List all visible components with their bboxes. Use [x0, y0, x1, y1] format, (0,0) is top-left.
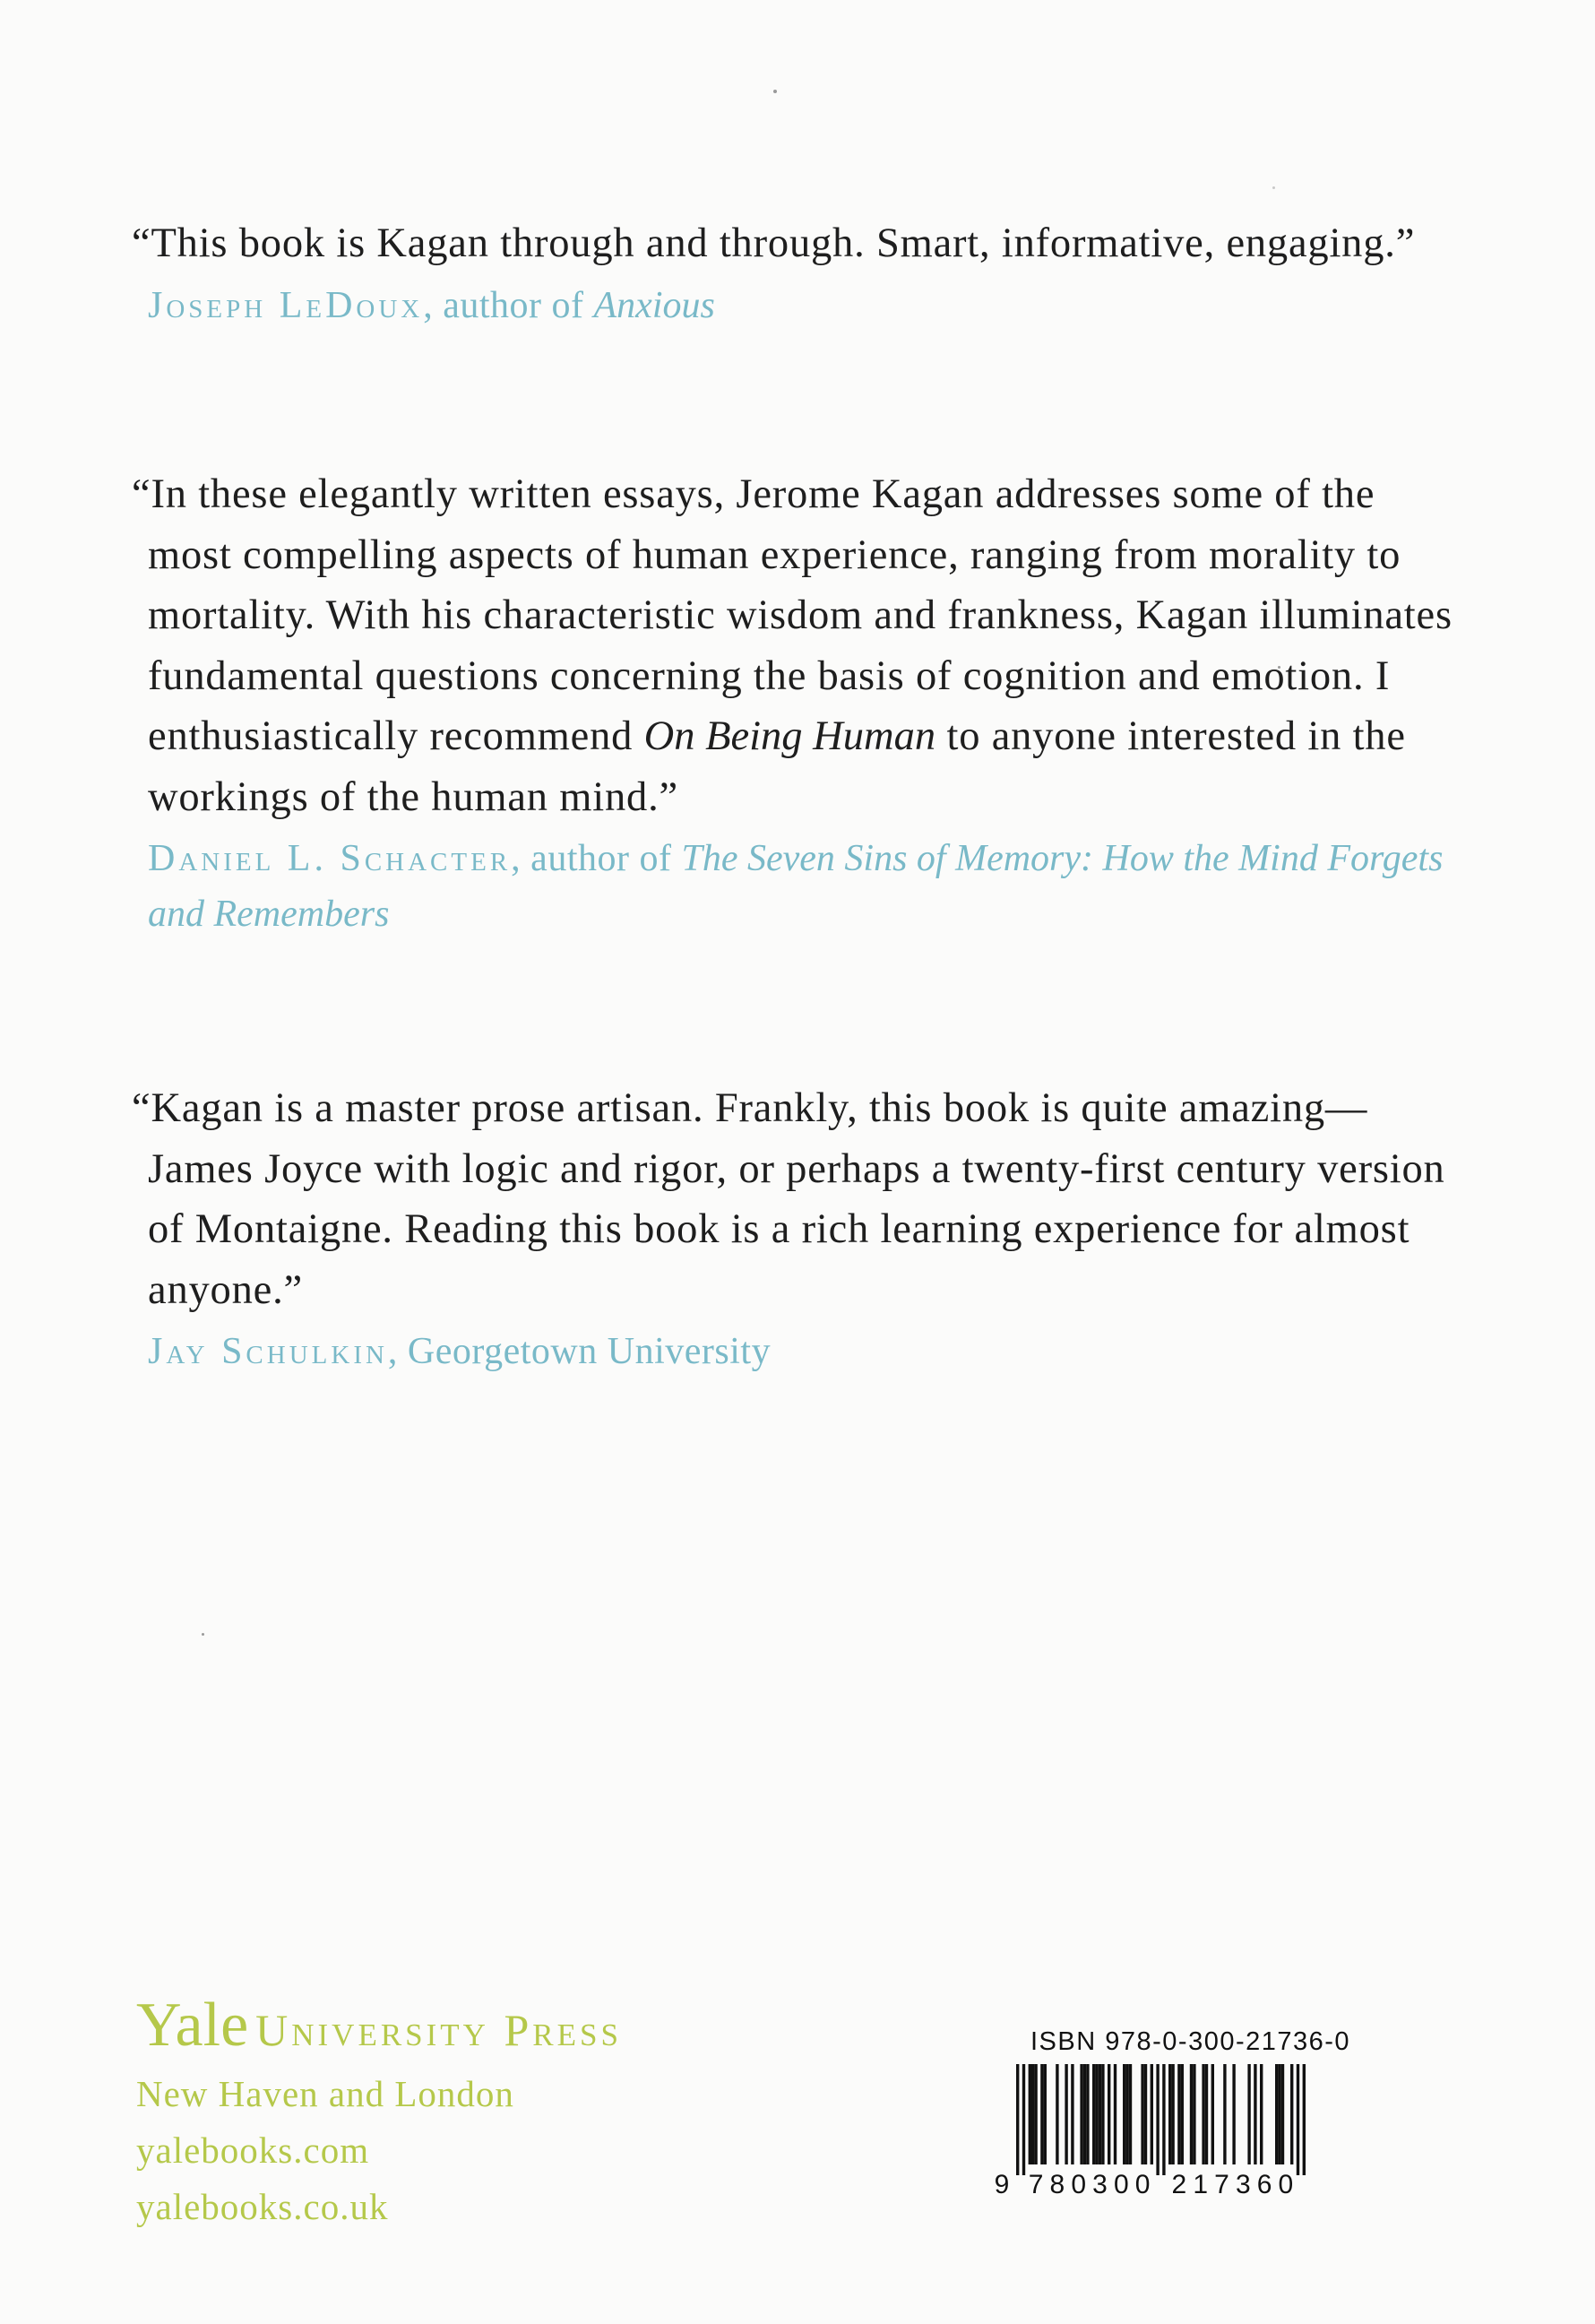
barcode-bar [1223, 2064, 1226, 2164]
barcode-bar [1099, 2064, 1101, 2164]
barcode-bar [1303, 2064, 1306, 2175]
barcode-bar [1247, 2064, 1250, 2164]
barcode-digit: 3 [1235, 2170, 1251, 2199]
publisher-name: Yale University Press [136, 1991, 622, 2060]
barcode-bar [1254, 2064, 1256, 2164]
barcode-bar [1202, 2064, 1204, 2164]
barcode-bar [1016, 2064, 1019, 2175]
attribution-role: , Georgetown University [387, 1331, 772, 1372]
barcode-bar [1168, 2064, 1171, 2164]
blurb-attribution [148, 278, 1456, 333]
barcode-bar [1171, 2064, 1174, 2164]
barcode-bar [1095, 2064, 1098, 2164]
barcode-bar [1290, 2064, 1293, 2164]
blurb-quote: “This book is Kagan through and through. Smart, informative, engaging.” [132, 220, 1416, 266]
barcode-digit: 7 [1028, 2170, 1044, 2199]
barcode-bar [1144, 2064, 1147, 2164]
specks [1272, 186, 1275, 189]
blurb-ledoux [132, 213, 1456, 333]
blurb-quote: “Kagan is a master prose artisan. Frankly, this book is quite amazing—James Joyce with logic and rigor, or perhaps a twenty-first century version of Montaigne. Reading this book is a rich learning experience for almost anyone.” [132, 1085, 1445, 1313]
barcode-bar [1156, 2064, 1159, 2175]
isbn-block [984, 2027, 1351, 2206]
barcode-bar [1190, 2064, 1193, 2164]
barcode-bar [1297, 2064, 1299, 2175]
barcode-bar [1022, 2064, 1025, 2175]
barcode-bar [1080, 2064, 1082, 2164]
barcode-bar [1205, 2064, 1208, 2164]
barcode-bar [1114, 2064, 1116, 2164]
barcode-bar [1056, 2064, 1058, 2164]
attribution-work: Anxious [593, 284, 715, 326]
barcode-digit: 7 [1214, 2170, 1229, 2199]
barcode-bar [1108, 2064, 1110, 2164]
barcode-bar [1193, 2064, 1195, 2164]
quote-text: Kagan is a master prose artisan. Frankly, this book is quite amazing—James Joyce with logic and rigor, or perhaps a twenty-first century version of Montaigne. Reading this book is a rich learning experience for almost anyone.” [148, 1085, 1445, 1313]
barcode-bar [1129, 2064, 1132, 2164]
barcode-bar [1281, 2064, 1284, 2164]
blurb-schulkin [132, 1078, 1456, 1379]
barcode-digit: 8 [1049, 2170, 1065, 2199]
specks [202, 1633, 204, 1636]
attribution-role: , author of [423, 284, 594, 326]
quote-text: to anyone interested in the workings of the human mind.” [148, 713, 1406, 820]
publisher-location: New Haven and London [136, 2073, 514, 2114]
attribution-name: Joseph LeDoux [148, 284, 424, 326]
specks [773, 90, 777, 93]
barcode-digit: 0 [1113, 2170, 1129, 2199]
publisher-block [136, 1990, 622, 2235]
quote-text: In these elegantly written essays, Jerome Kagan addresses some of the most compelling aspects of human experience, ranging from morality to mortality. With his characteristic wisdom and frankness, Kagan illuminates fundamental questions concerning the basis of cognition and emotion. I enthusiastically recommend [148, 471, 1453, 759]
barcode-bar [1162, 2064, 1165, 2175]
barcode-digit: 1 [1193, 2170, 1209, 2199]
barcode-bar [1125, 2064, 1128, 2164]
barcode [984, 2062, 1351, 2206]
barcode-bar [1123, 2064, 1125, 2164]
barcode-digit: 9 [994, 2170, 1010, 2199]
barcode-bar [1031, 2064, 1034, 2164]
barcode-bar [1040, 2064, 1043, 2164]
barcode-bar [1177, 2064, 1180, 2164]
barcode-bar [1071, 2064, 1073, 2164]
barcode-bar [1278, 2064, 1280, 2164]
barcode-bar [1181, 2064, 1184, 2164]
publisher-website-us: yalebooks.com [136, 2130, 370, 2171]
attribution-name: Daniel L. Schacter [148, 838, 512, 879]
blurb-quote: “In these elegantly written essays, Jerome Kagan addresses some of the most compelling aspects of human experience, ranging from morality to mortality. With his characteristic wisdom and frankness, Kagan illuminates fundamental questions concerning the basis of cognition and emotion. I enthusiastically recommend On Being Human to anyone interested in the workings of the human mind.” [132, 471, 1453, 820]
barcode-digit: 2 [1171, 2170, 1187, 2199]
barcode-bar [1034, 2064, 1037, 2164]
blurb-schacter [132, 464, 1456, 942]
barcode-digit: 6 [1256, 2170, 1272, 2199]
attribution-role: , author of [511, 838, 682, 879]
barcode-bar [1260, 2064, 1263, 2164]
barcode-bar [1211, 2064, 1214, 2164]
barcode-digit: 0 [1278, 2170, 1294, 2199]
barcode-bar [1086, 2064, 1089, 2164]
barcode-digit: 0 [1134, 2170, 1151, 2199]
attribution-work: The Seven Sins of Memory: How the Mind Forgets and Remembers [148, 838, 1444, 935]
barcode-bar [1083, 2064, 1086, 2164]
barcode-bar [1141, 2064, 1143, 2164]
barcode-bar [1029, 2064, 1031, 2164]
barcode-bar [1275, 2064, 1278, 2164]
isbn-label: ISBN 978-0-300-21736-0 [1030, 2027, 1351, 2056]
barcode-bar [1044, 2064, 1047, 2164]
book-title: On Being Human [643, 713, 936, 759]
blurb-attribution [148, 1324, 1456, 1379]
publisher-website-uk: yalebooks.co.uk [136, 2186, 389, 2227]
barcode-bar [1065, 2064, 1067, 2164]
barcode-digit: 3 [1092, 2170, 1108, 2199]
quote-text: This book is Kagan through and through. Smart, informative, engaging.” [151, 220, 1416, 266]
barcode-digit: 0 [1071, 2170, 1087, 2199]
attribution-name: Jay Schulkin [148, 1331, 388, 1372]
barcode-bar [1151, 2064, 1153, 2164]
barcode-bar [1092, 2064, 1095, 2164]
blurb-attribution [148, 831, 1456, 942]
barcode-bar [1232, 2064, 1235, 2164]
barcode-bar [1101, 2064, 1104, 2164]
